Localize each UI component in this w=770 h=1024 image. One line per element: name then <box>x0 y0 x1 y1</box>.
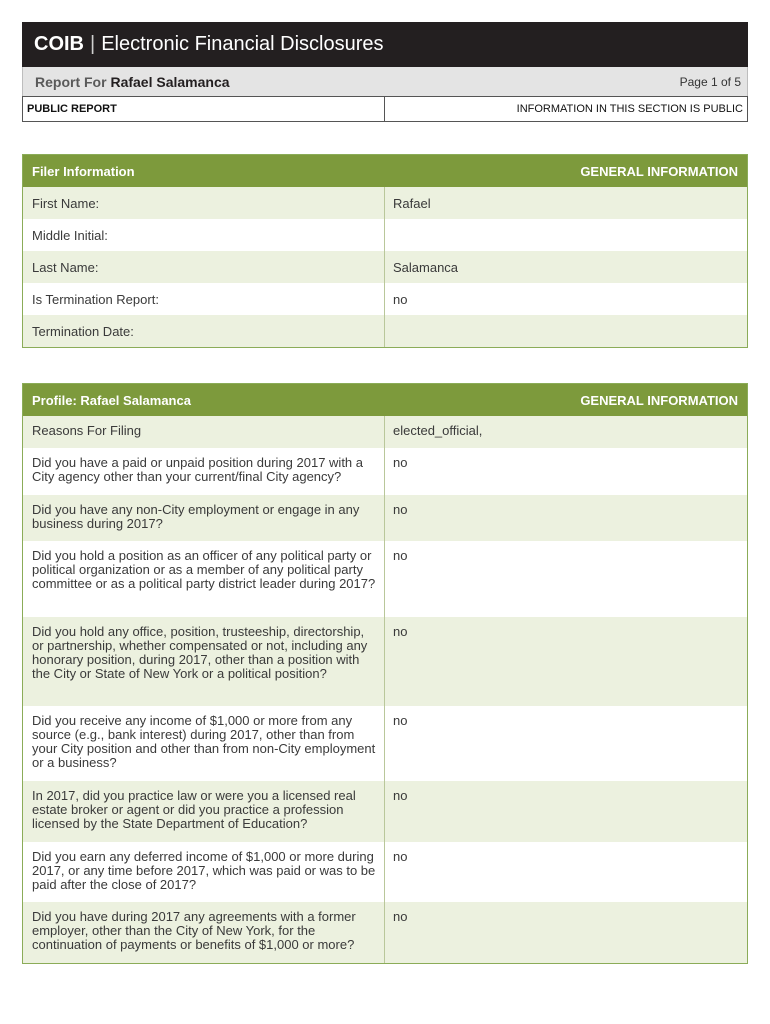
profile-section <box>22 383 748 964</box>
row-label: Middle Initial: <box>23 219 385 251</box>
title-bar <box>22 22 748 67</box>
row-value: no <box>393 849 408 864</box>
row-value: no <box>393 292 408 307</box>
row-label: First Name: <box>23 187 385 219</box>
section-title: Filer Information <box>32 163 135 179</box>
row-value: no <box>393 548 408 563</box>
row-value <box>385 219 747 251</box>
row-label: Is Termination Report: <box>23 283 385 315</box>
section-header <box>23 384 747 416</box>
table-row <box>23 842 747 902</box>
table-row <box>23 315 747 347</box>
table-row <box>23 781 747 842</box>
row-label: Did you receive any income of $1,000 or more from any source (e.g., bank interest) during 2017, other than from your City position and other than from non-City employment or a business? <box>23 706 385 781</box>
row-label: Termination Date: <box>23 315 385 347</box>
row-label: Did you have any non-City employment or engage in any business during 2017? <box>23 495 385 541</box>
row-value: no <box>393 455 408 470</box>
table-row <box>23 283 747 315</box>
row-value: no <box>393 909 408 924</box>
row-label: Did you have during 2017 any agreements with a former employer, other than the City of New York, for the continuation of payments or benefits of $1,000 or more? <box>23 902 385 963</box>
public-report-row <box>22 96 748 122</box>
row-value: no <box>393 624 408 639</box>
profile-rows <box>23 416 747 963</box>
report-header <box>22 22 748 122</box>
row-label: Reasons For Filing <box>23 416 385 448</box>
row-value: elected_official, <box>393 423 483 438</box>
report-for-row <box>22 67 748 96</box>
table-row <box>23 902 747 963</box>
row-label: Did you have a paid or unpaid position during 2017 with a City agency other than your current/final City agency? <box>23 448 385 495</box>
report-for-label: Report For <box>35 73 107 90</box>
table-row <box>23 416 747 448</box>
row-label: Did you hold any office, position, trusteeship, directorship, or partnership, whether compensated or not, including any honorary position, during 2017, other than a position with the City or State of New York or a political position? <box>23 617 385 706</box>
section-tag: GENERAL INFORMATION <box>580 163 738 179</box>
table-row <box>23 219 747 251</box>
table-row <box>23 187 747 219</box>
table-row <box>23 251 747 283</box>
section-title: Profile: Rafael Salamanca <box>32 392 191 408</box>
row-label: Did you earn any deferred income of $1,000 or more during 2017, or any time before 2017, which was paid or was to be paid after the close of 2017? <box>23 842 385 902</box>
row-value: Salamanca <box>393 260 459 275</box>
report-for <box>35 74 230 90</box>
row-label: Last Name: <box>23 251 385 283</box>
public-report-label: PUBLIC REPORT <box>23 97 385 121</box>
row-value: no <box>393 788 408 803</box>
public-notice: INFORMATION IN THIS SECTION IS PUBLIC <box>516 103 743 115</box>
filer-rows <box>23 187 747 347</box>
section-header <box>23 155 747 187</box>
table-row <box>23 448 747 495</box>
row-label: Did you hold a position as an officer of any political party or political organization or as a member of any political party committee or as a political party district leader during 2017? <box>23 541 385 617</box>
section-tag: GENERAL INFORMATION <box>580 392 738 408</box>
filer-information-section <box>22 154 748 348</box>
table-row <box>23 495 747 541</box>
title-separator: | <box>90 33 96 55</box>
row-value: no <box>393 502 408 517</box>
row-value: Rafael <box>393 196 431 211</box>
page-indicator: Page 1 of 5 <box>679 74 741 89</box>
row-label: In 2017, did you practice law or were you a licensed real estate broker or agent or did you practice a profession licensed by the State Department of Education? <box>23 781 385 842</box>
brand-label: COIB <box>34 33 84 55</box>
row-value: no <box>393 713 408 728</box>
table-row <box>23 541 747 617</box>
row-value <box>385 315 747 347</box>
table-row <box>23 706 747 781</box>
page-title: Electronic Financial Disclosures <box>101 33 384 55</box>
filer-name: Rafael Salamanca <box>110 73 230 90</box>
table-row <box>23 617 747 706</box>
